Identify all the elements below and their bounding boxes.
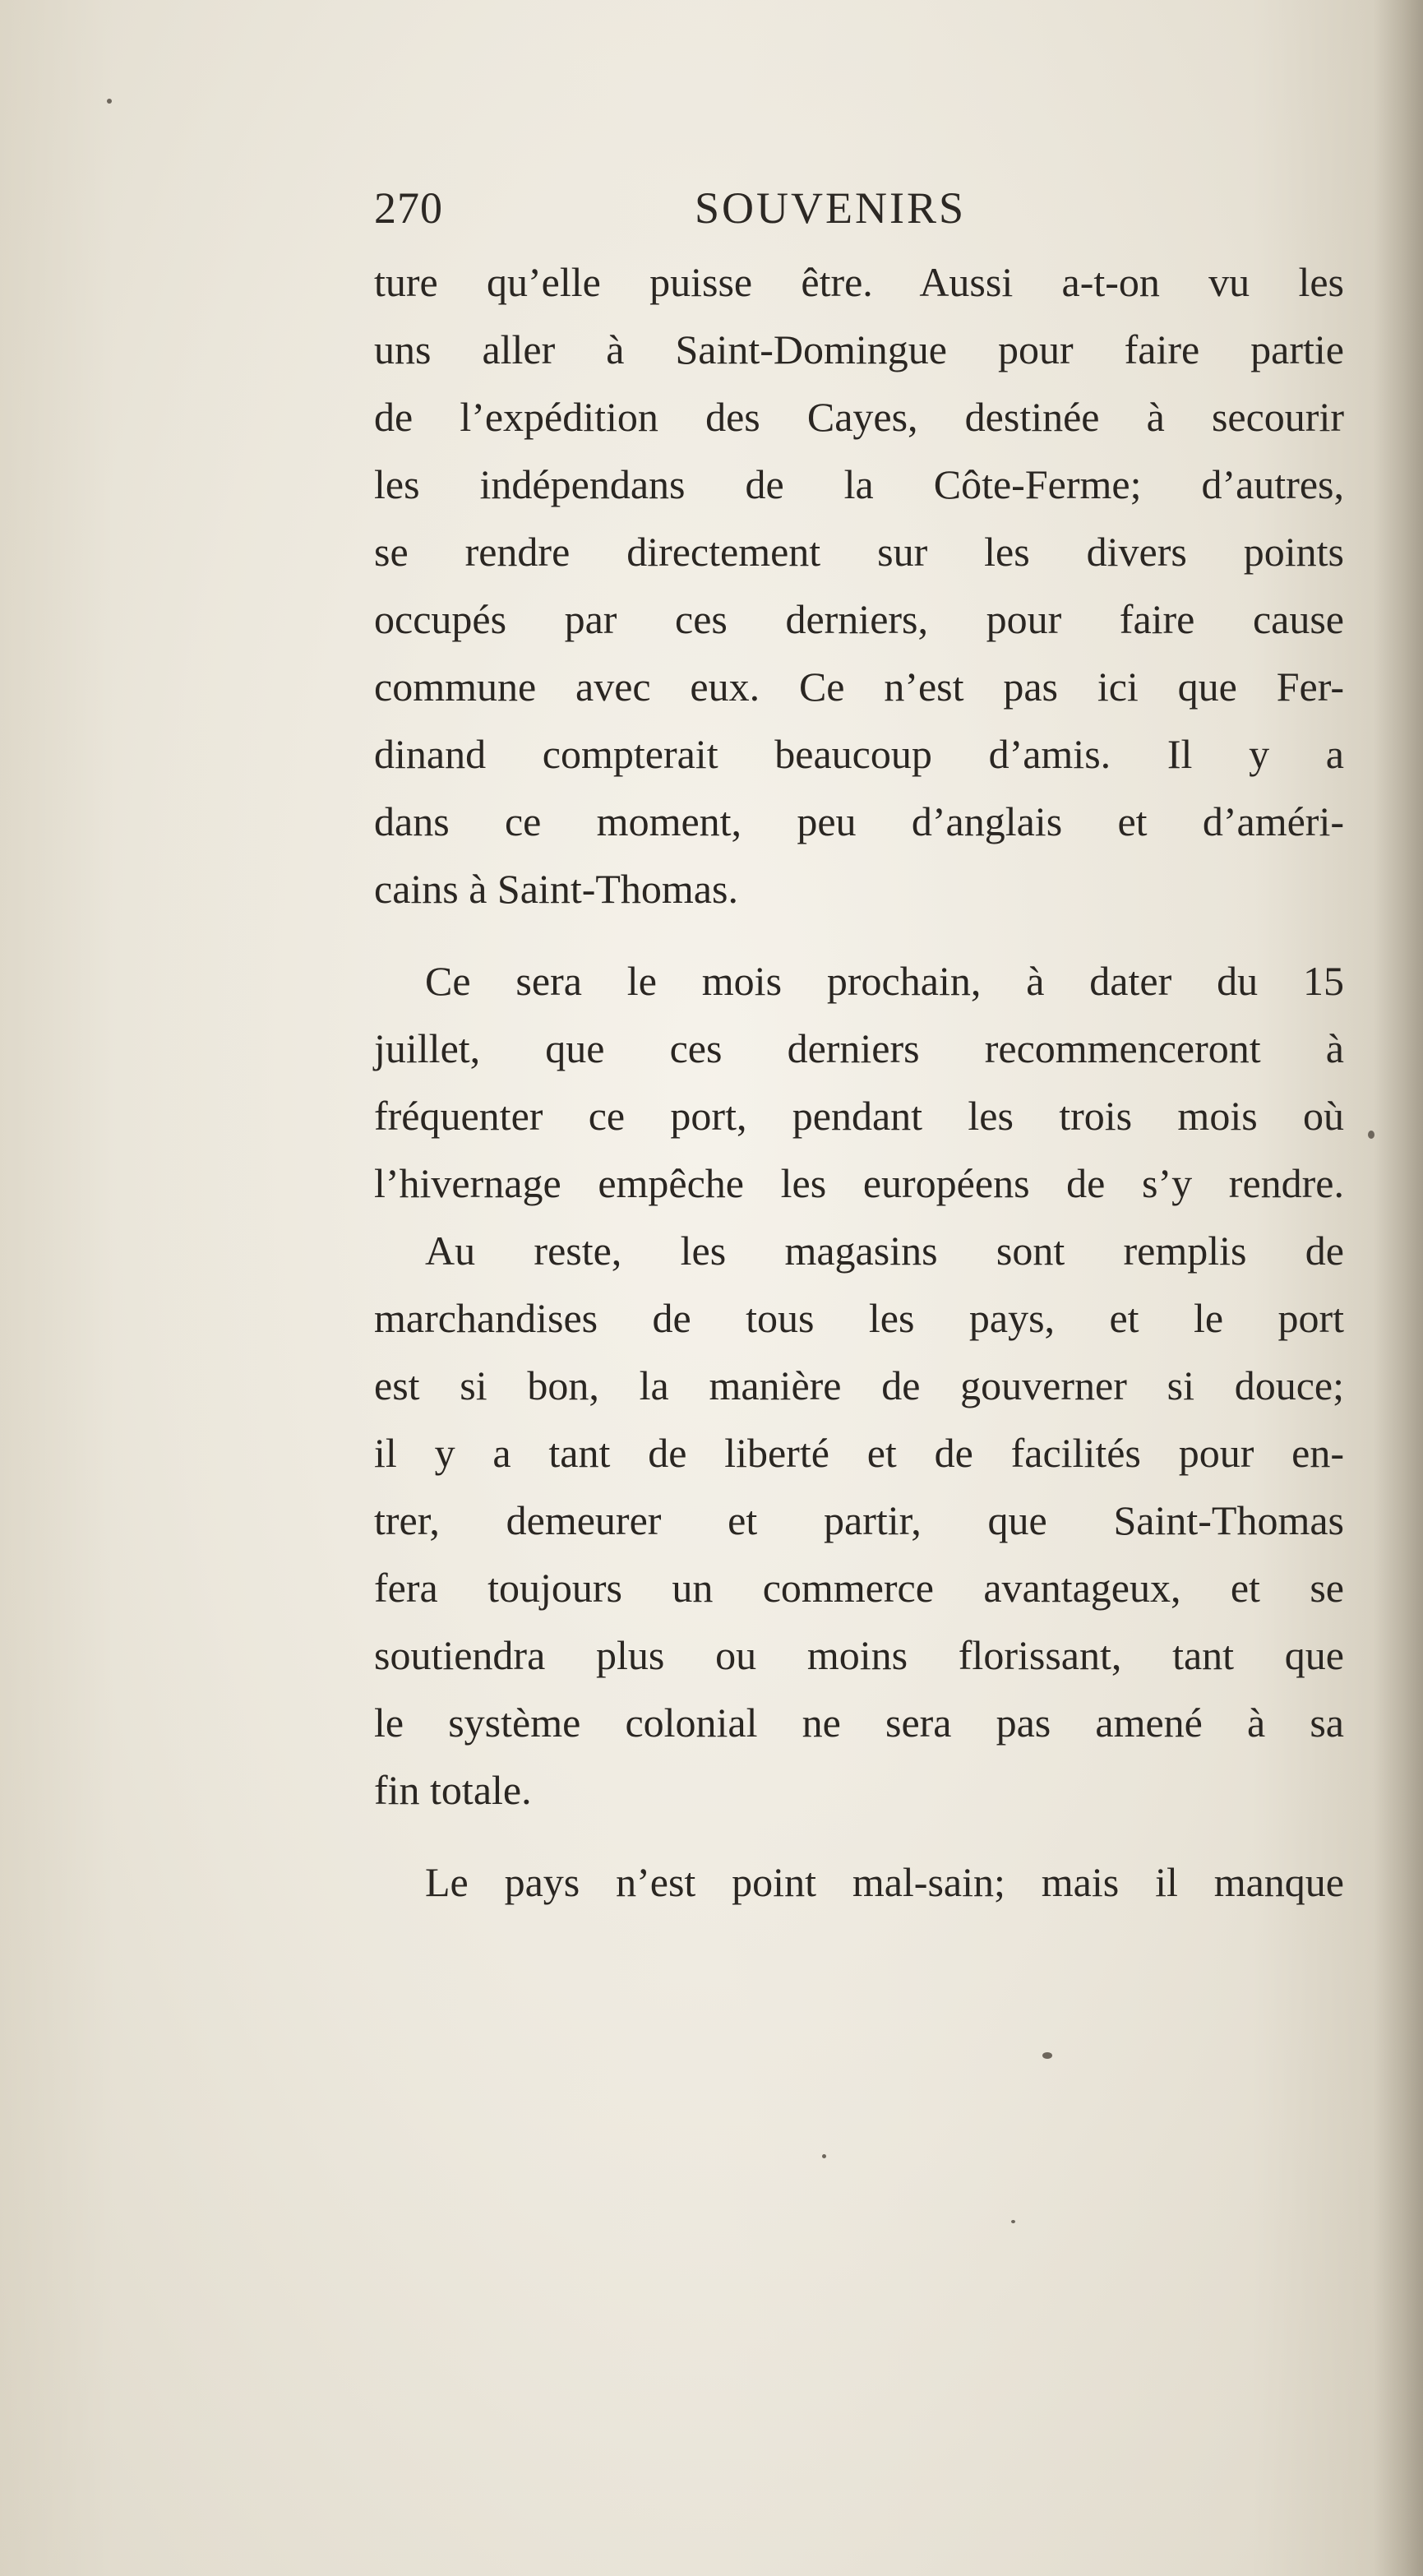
paper-speck [1042,2052,1052,2059]
text-line: occupés par ces derniers, pour faire cause [374,596,1344,642]
paper-speck [1011,2220,1015,2223]
text-line: juillet, que ces derniers recommenceront à [374,1025,1344,1071]
paragraph-1 [374,248,1344,923]
text-line: fin totale. [374,1767,532,1813]
paper-speck [822,2154,826,2158]
text-line: fréquenter ce port, pendant les trois mois où [374,1093,1344,1139]
page-edge-shadow [1374,0,1423,2576]
text-line: est si bon, la manière de gouverner si douce; [374,1362,1344,1408]
paper-speck [1368,1131,1374,1139]
text-line: Ce sera le mois prochain, à dater du 15 [425,958,1344,1004]
text-line: trer, demeurer et partir, que Saint-Thomas [374,1497,1344,1543]
text-line: dinand compterait beaucoup d’amis. Il y a [374,731,1344,777]
text-line: Le pays n’est point mal-sain; mais il manque [425,1859,1344,1905]
text-line: uns aller à Saint-Domingue pour faire partie [374,326,1344,372]
text-line: marchandises de tous les pays, et le port [374,1295,1344,1341]
running-head: SOUVENIRS [695,183,967,233]
text-line: cains à Saint-Thomas. [374,866,738,912]
paragraph-gap [374,923,1344,947]
text-line: l’hivernage empêche les européens de s’y rendre. [374,1160,1344,1206]
text-line: commune avec eux. Ce n’est pas ici que Fer- [374,664,1344,710]
text-line: le système colonial ne sera pas amené à sa [374,1700,1344,1746]
paper-speck [107,99,112,104]
text-line: Au reste, les magasins sont remplis de [425,1228,1344,1274]
page-number: 270 [374,183,443,233]
paragraph-gap [374,1824,1344,1848]
paragraph-4 [374,1848,1344,1916]
paragraph-3 [374,1217,1344,1824]
text-line: fera toujours un commerce avantageux, et se [374,1565,1344,1611]
text-line: dans ce moment, peu d’anglais et d’améri- [374,798,1344,844]
text-line: soutiendra plus ou moins florissant, tant que [374,1632,1344,1678]
page-header [374,183,1344,248]
text-line: ture qu’elle puisse être. Aussi a-t-on vu les [374,259,1344,305]
paragraph-2 [374,947,1344,1217]
text-line: se rendre directement sur les divers points [374,529,1344,575]
text-line: de l’expédition des Cayes, destinée à secourir [374,394,1344,440]
body-text [374,248,1344,1916]
text-line: les indépendans de la Côte-Ferme; d’autres, [374,461,1344,507]
text-line: il y a tant de liberté et de facilités pour en- [374,1430,1344,1476]
